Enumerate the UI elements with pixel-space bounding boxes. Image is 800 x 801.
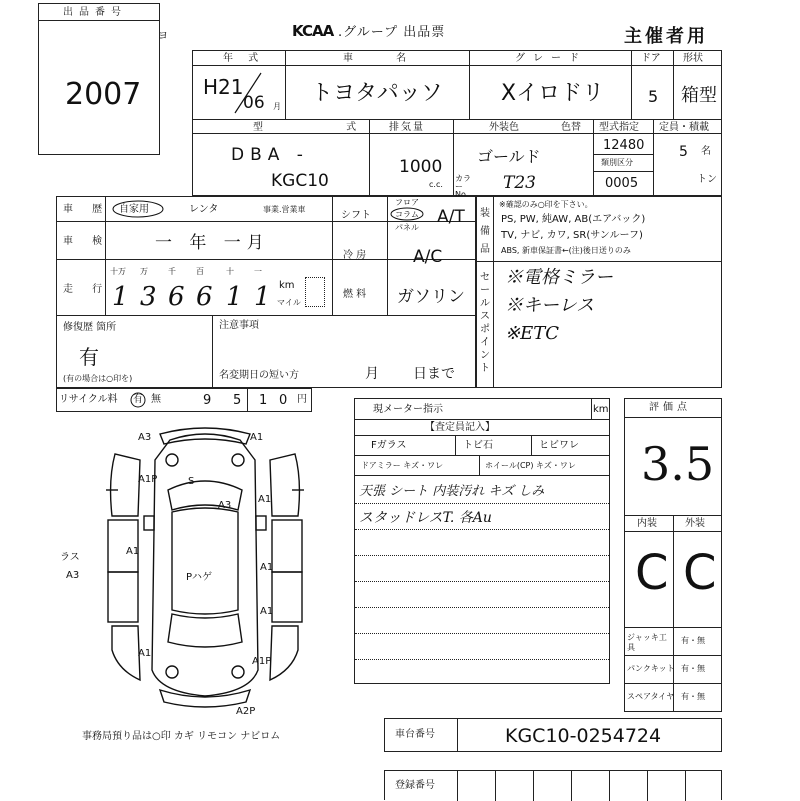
equipment-box	[476, 196, 722, 388]
car-body-outline	[152, 434, 258, 696]
history-option-private: 自家用	[119, 204, 149, 215]
model-code: KGC10	[271, 171, 329, 191]
car-left-rear-fender	[112, 626, 140, 680]
margin-mark: ヨ	[158, 31, 168, 42]
wheel-label: ホイール(CP) キズ・ワレ	[485, 461, 576, 470]
vehicle-info-table	[192, 50, 722, 199]
mileage-unit: 十万	[110, 267, 126, 276]
rating-label: 評価点	[649, 402, 691, 413]
color-label: 外装色	[489, 122, 519, 133]
damage-mark: A1	[250, 432, 264, 443]
recycle-digit: 0	[279, 393, 288, 408]
inspector-title: 【査定員記入】	[425, 422, 495, 433]
brand-logo: KCAA	[292, 22, 334, 40]
fuel-label: 燃 料	[343, 289, 367, 300]
form-title: .グループ 出品票	[338, 25, 446, 40]
grade-label: グレード	[515, 53, 587, 64]
damage-mark: A3	[138, 432, 152, 443]
displacement-value: 1000	[399, 157, 443, 177]
recycle-digit: 9	[203, 393, 212, 408]
damage-mark: A1	[260, 606, 274, 617]
rating-score: 3.5	[641, 437, 715, 491]
exterior-label: 外装	[685, 518, 705, 529]
history-label: 車 歴	[63, 204, 111, 215]
name-change-day: 日まで	[413, 366, 455, 382]
type-designation-label: 型式指定	[599, 122, 639, 133]
doors-value: 5	[648, 87, 659, 106]
interior-rating: C	[635, 545, 669, 601]
tool-label: スペアタイヤ	[627, 692, 675, 701]
shift-label: シフト	[341, 210, 371, 221]
name-label: 車 名	[343, 53, 427, 64]
sales-points-label: セールスポイント	[480, 272, 490, 374]
damage-mark: ラス	[60, 552, 80, 563]
damage-mark: A1	[258, 494, 272, 505]
color-code: T23	[503, 173, 536, 193]
chassis-value: KGC10-0254724	[505, 725, 662, 747]
name-change-label: 名変期日の短い方	[219, 370, 299, 381]
sales-point-item: ※電格ミラー	[505, 267, 613, 288]
color-value: ゴールド	[477, 147, 541, 166]
equipment-side-label: 装備品	[480, 208, 490, 255]
color-no-prefix: カラーNo.	[455, 174, 471, 199]
recycle-option-yes: 有	[133, 394, 143, 405]
lot-number: 2007	[65, 77, 142, 112]
glass-option-chip: トビ石	[463, 440, 493, 451]
shape-value: 箱型	[681, 85, 717, 106]
recycle-digit: 5	[233, 393, 242, 408]
inspection-value: 一 年 一月	[155, 233, 270, 253]
year-era: H21	[203, 75, 244, 99]
damage-mark: A1P	[138, 474, 158, 485]
equipment-line-3: ABS, 新車保証書←(注)後日送りのみ	[501, 246, 631, 255]
damage-mark: A2P	[236, 706, 256, 717]
repair-note: (有の場合は○印を)	[63, 374, 133, 383]
interior-label: 内装	[637, 518, 657, 529]
car-right-rear-fender	[270, 626, 298, 680]
usage-label: 主催者用	[624, 26, 708, 47]
chassis-box	[384, 718, 722, 752]
notes-label: 注意事項	[219, 320, 259, 331]
mileage-unit: 一	[254, 267, 262, 276]
shift-value: A/T	[437, 207, 465, 227]
mileage-digit: 6	[196, 282, 213, 312]
exterior-rating: C	[683, 545, 717, 601]
month-unit: 月	[273, 102, 281, 111]
fuel-value: ガソリン	[397, 287, 465, 307]
model-label: 型 式	[253, 122, 397, 133]
km-label: km	[279, 280, 295, 291]
doors-label: ドア	[641, 53, 661, 64]
recycle-label: リサイクル料	[59, 394, 118, 405]
meter-unit: km	[593, 404, 609, 415]
tool-value: 有・無	[681, 692, 705, 701]
recycle-row	[56, 388, 312, 412]
shift-option-panel: パネル	[395, 223, 419, 232]
sales-point-item: ※ETC	[505, 323, 559, 344]
mileage-label: 走 行	[63, 284, 111, 295]
damage-mark: Pハゲ	[186, 572, 213, 583]
car-right-front-door	[272, 520, 302, 572]
lot-number-box	[38, 3, 160, 155]
color-no-label: 色替	[561, 122, 581, 133]
name-change-month: 月	[365, 366, 379, 382]
repair-label: 修復歴 箇所	[63, 322, 117, 333]
meter-label: 現メーター指示	[373, 404, 443, 415]
mileage-unit: 千	[168, 267, 176, 276]
tool-label: パンクキット	[627, 664, 675, 673]
shape-label: 形状	[683, 53, 703, 64]
displacement-label: 排気量	[389, 122, 425, 133]
diagram-footer: 事務局預り品は○印 カギ リモコン ナビロム	[82, 731, 281, 742]
type-designation-value: 12480	[603, 138, 645, 153]
damage-mark: A1P	[252, 656, 272, 667]
car-roof	[172, 508, 238, 614]
model-prefix: DBA -	[231, 145, 309, 165]
car-front-bumper	[160, 428, 250, 444]
inspector-comment-2: スタッドレスT. 各Au	[359, 510, 492, 526]
recycle-option-no: 無	[151, 394, 161, 405]
year-label: 年 式	[223, 53, 265, 64]
equipment-line-1: PS, PW, 純AW, AB(エアバック)	[501, 214, 646, 225]
mileage-unit: 万	[140, 267, 148, 276]
car-left-front-fender	[111, 454, 140, 516]
car-left-mirror	[144, 516, 154, 530]
shift-option-floor: フロア	[395, 198, 419, 207]
car-damage-diagram	[60, 420, 350, 720]
mile-checkbox[interactable]	[305, 277, 325, 307]
registration-label: 登録番号	[395, 780, 435, 791]
history-option-business: 事業.営業車	[263, 205, 306, 214]
inspector-comment-1: 天張 シート 内装汚れ キズ しみ	[359, 484, 545, 499]
class-code: 0005	[605, 176, 639, 191]
car-right-rear-door	[272, 572, 302, 622]
rating-box	[624, 398, 722, 712]
mileage-unit: 百	[196, 267, 204, 276]
car-name: トヨタパッソ	[311, 81, 443, 106]
ton-unit: トン	[697, 174, 717, 185]
car-left-rear-door	[108, 572, 138, 622]
capacity-value: 5	[679, 144, 688, 160]
ac-value: A/C	[413, 247, 443, 267]
damage-mark: A1	[260, 562, 274, 573]
equipment-line-2: TV, ナビ, カワ, SR(サンルーフ)	[501, 230, 643, 241]
damage-mark: A1	[138, 648, 152, 659]
damage-mark: A1	[126, 546, 140, 557]
mileage-digit: 1	[112, 282, 129, 312]
shift-selected-circle	[389, 206, 425, 222]
mileage-digit: 1	[226, 282, 243, 312]
history-selected-circle	[111, 199, 165, 219]
car-rear-glass	[168, 614, 242, 647]
car-right-mirror	[256, 516, 266, 530]
class-label: 類別区分	[601, 158, 633, 167]
car-rear-bumper	[160, 690, 250, 707]
tool-label: ジャッキ工具	[627, 633, 667, 652]
tool-value: 有・無	[681, 636, 705, 645]
chassis-label: 車台番号	[395, 729, 435, 740]
inspector-box	[354, 398, 610, 684]
lot-number-label: 出品番号	[63, 7, 127, 18]
repair-value: 有	[79, 345, 99, 369]
recycle-digit: 1	[259, 393, 268, 408]
mirror-label: ドアミラー キズ・ワレ	[361, 461, 444, 470]
damage-mark: A3	[66, 570, 80, 581]
registration-box	[384, 770, 722, 800]
recycle-selected-circle	[129, 391, 147, 409]
glass-option-crack: ヒビワレ	[539, 440, 579, 451]
mileage-digits	[104, 266, 272, 316]
shift-option-column: コラム	[395, 210, 419, 219]
history-option-rental: レンタ	[189, 204, 219, 215]
mileage-unit: 十	[226, 267, 234, 276]
damage-mark: A3	[218, 500, 232, 511]
damage-mark: S	[188, 476, 195, 487]
grade-value: Xイロドリ	[501, 81, 605, 106]
mile-label: マイル	[277, 298, 301, 307]
ac-label: 冷 房	[343, 250, 367, 261]
sales-point-item: ※キーレス	[505, 295, 595, 316]
year-month: 06	[243, 93, 265, 113]
capacity-label: 定員・積載	[659, 122, 709, 133]
tool-value: 有・無	[681, 664, 705, 673]
car-right-front-fender	[270, 454, 299, 516]
inspection-label: 車 検	[63, 236, 111, 247]
mileage-digit: 6	[168, 282, 185, 312]
glass-label: Fガラス	[371, 440, 407, 451]
equipment-note: ※確認のみ○印を下さい。	[499, 200, 593, 209]
mileage-digit: 1	[254, 282, 271, 312]
recycle-unit: 円	[297, 394, 307, 405]
mileage-digit: 3	[140, 282, 157, 312]
capacity-unit: 名	[701, 146, 711, 157]
cc-unit: c.c.	[429, 180, 443, 189]
